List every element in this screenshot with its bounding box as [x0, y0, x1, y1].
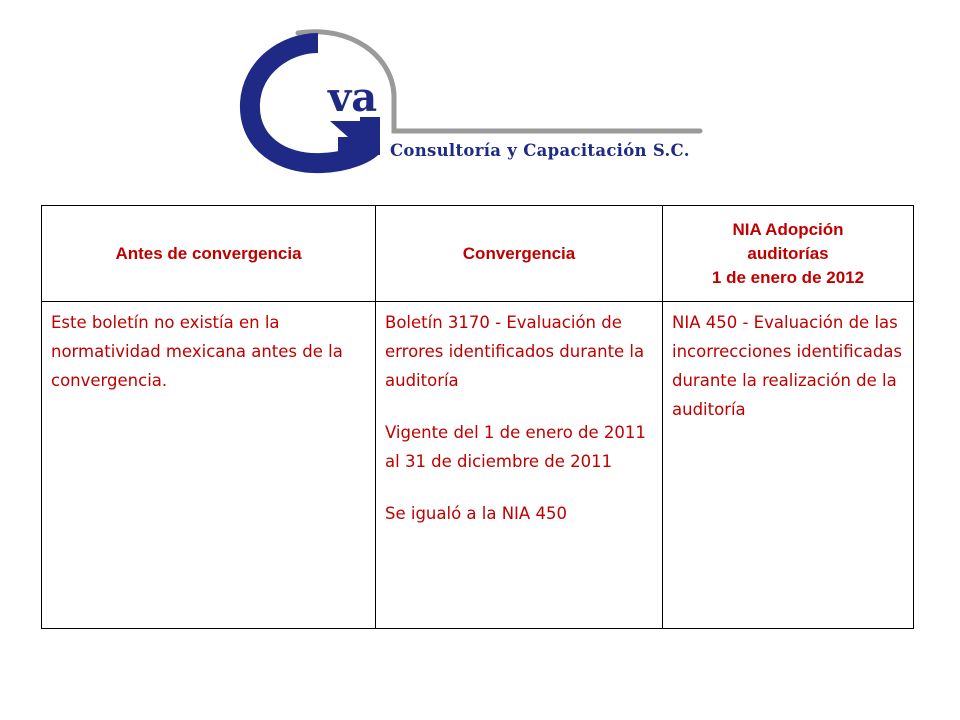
header-line: Convergencia: [462, 243, 576, 263]
convergence-table: [41, 205, 914, 629]
cell-paragraph: Este boletín no existía en la normatividad mexicana antes de la convergencia.: [51, 313, 343, 390]
table-header-row: [42, 206, 914, 302]
header-line: auditorías: [747, 243, 829, 263]
header-line: 1 de enero de 2012: [711, 267, 865, 287]
company-logo: [230, 25, 720, 175]
cell-paragraph: Vigente del 1 de enero de 2011 al 31 de diciembre de 2011: [385, 423, 646, 471]
cell-paragraph: NIA 450 - Evaluación de las incorrecciones identificadas durante la realización de la auditoría: [672, 313, 903, 419]
header-convergence: [376, 206, 663, 302]
logo-letters: va: [328, 74, 378, 121]
cell-paragraph: Se igualó a la NIA 450: [385, 504, 567, 523]
cell-paragraph: Boletín 3170 - Evaluación de errores identificados durante la auditoría: [385, 313, 645, 390]
header-before-convergence: [42, 206, 376, 302]
table-row: [42, 302, 914, 629]
header-nia-adoption: [663, 206, 914, 302]
header-line: NIA Adopción: [732, 219, 844, 239]
header-line: Antes de convergencia: [115, 243, 302, 263]
cell-nia-adoption: [663, 302, 914, 629]
cell-convergence: [376, 302, 663, 629]
logo-g-arm-shape: [330, 121, 378, 137]
logo-caption: Consultoría y Capacitación S.C.: [390, 141, 690, 160]
cell-before-convergence: [42, 302, 376, 629]
